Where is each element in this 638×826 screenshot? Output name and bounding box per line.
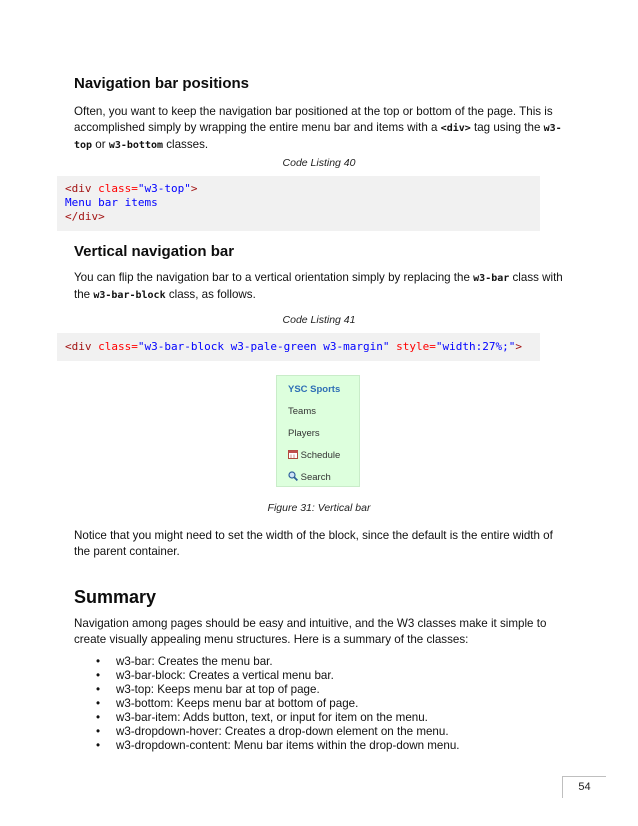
summary-intro: Navigation among pages should be easy and intuitive, and the W3 classes make it simple to create visually appealing menu structures. Here is a summary of the classes:	[74, 617, 547, 646]
section-heading-vertical-bar: Vertical navigation bar	[74, 243, 235, 260]
list-item: • w3-bottom: Keeps menu bar at bottom of page.	[74, 697, 569, 711]
list-item: • w3-top: Keeps menu bar at top of page.	[74, 683, 569, 697]
calendar-icon	[288, 449, 298, 459]
section1-paragraph: Often, you want to keep the navigation bar positioned at the top or bottom of the page. This is accomplished simply by wrapping the entire menu bar and items with a <div> tag using the w3-top or w3-bottom classes.	[74, 105, 562, 151]
menu-item-players: Players	[288, 428, 320, 439]
page-number: 54	[562, 776, 606, 798]
code-listing-40	[57, 176, 540, 231]
vertical-bar-figure	[276, 375, 360, 487]
code-listing-41: <div class="w3-bar-block w3-pale-green w3-margin" style="width:27%;">	[57, 333, 540, 361]
code-line: </div>	[65, 210, 105, 223]
list-item: • w3-dropdown-content: Menu bar items within the drop-down menu.	[74, 739, 569, 753]
menu-item-search: Search	[288, 471, 331, 483]
code-line: Menu bar items	[65, 196, 158, 209]
summary-bullet-list	[74, 655, 569, 753]
section2-paragraph: You can flip the navigation bar to a vertical orientation simply by replacing the w3-bar class with the w3-bar-block class, as follows.	[74, 271, 563, 301]
menu-item-schedule: Schedule	[288, 449, 340, 461]
list-item: • w3-dropdown-hover: Creates a drop-down element on the menu.	[74, 725, 569, 739]
summary-heading: Summary	[74, 587, 157, 607]
code-line: <div class="w3-top">	[65, 182, 198, 195]
list-item: • w3-bar-item: Adds button, text, or input for item on the menu.	[74, 711, 569, 725]
search-icon	[288, 471, 298, 481]
menu-item-teams: Teams	[288, 406, 316, 417]
figure-31-caption: Figure 31: Vertical bar	[267, 502, 371, 514]
code-listing-41-caption: Code Listing 41	[282, 314, 356, 326]
code-listing-40-caption: Code Listing 40	[282, 157, 356, 169]
brand-label: YSC Sports	[288, 384, 341, 395]
list-item: • w3-bar-block: Creates a vertical menu bar.	[74, 669, 569, 683]
list-item: • w3-bar: Creates the menu bar.	[74, 655, 569, 669]
block-width-note: Notice that you might need to set the width of the block, since the default is the entire width of the parent container.	[74, 529, 553, 558]
section-heading-navigation-positions: Navigation bar positions	[74, 75, 250, 92]
